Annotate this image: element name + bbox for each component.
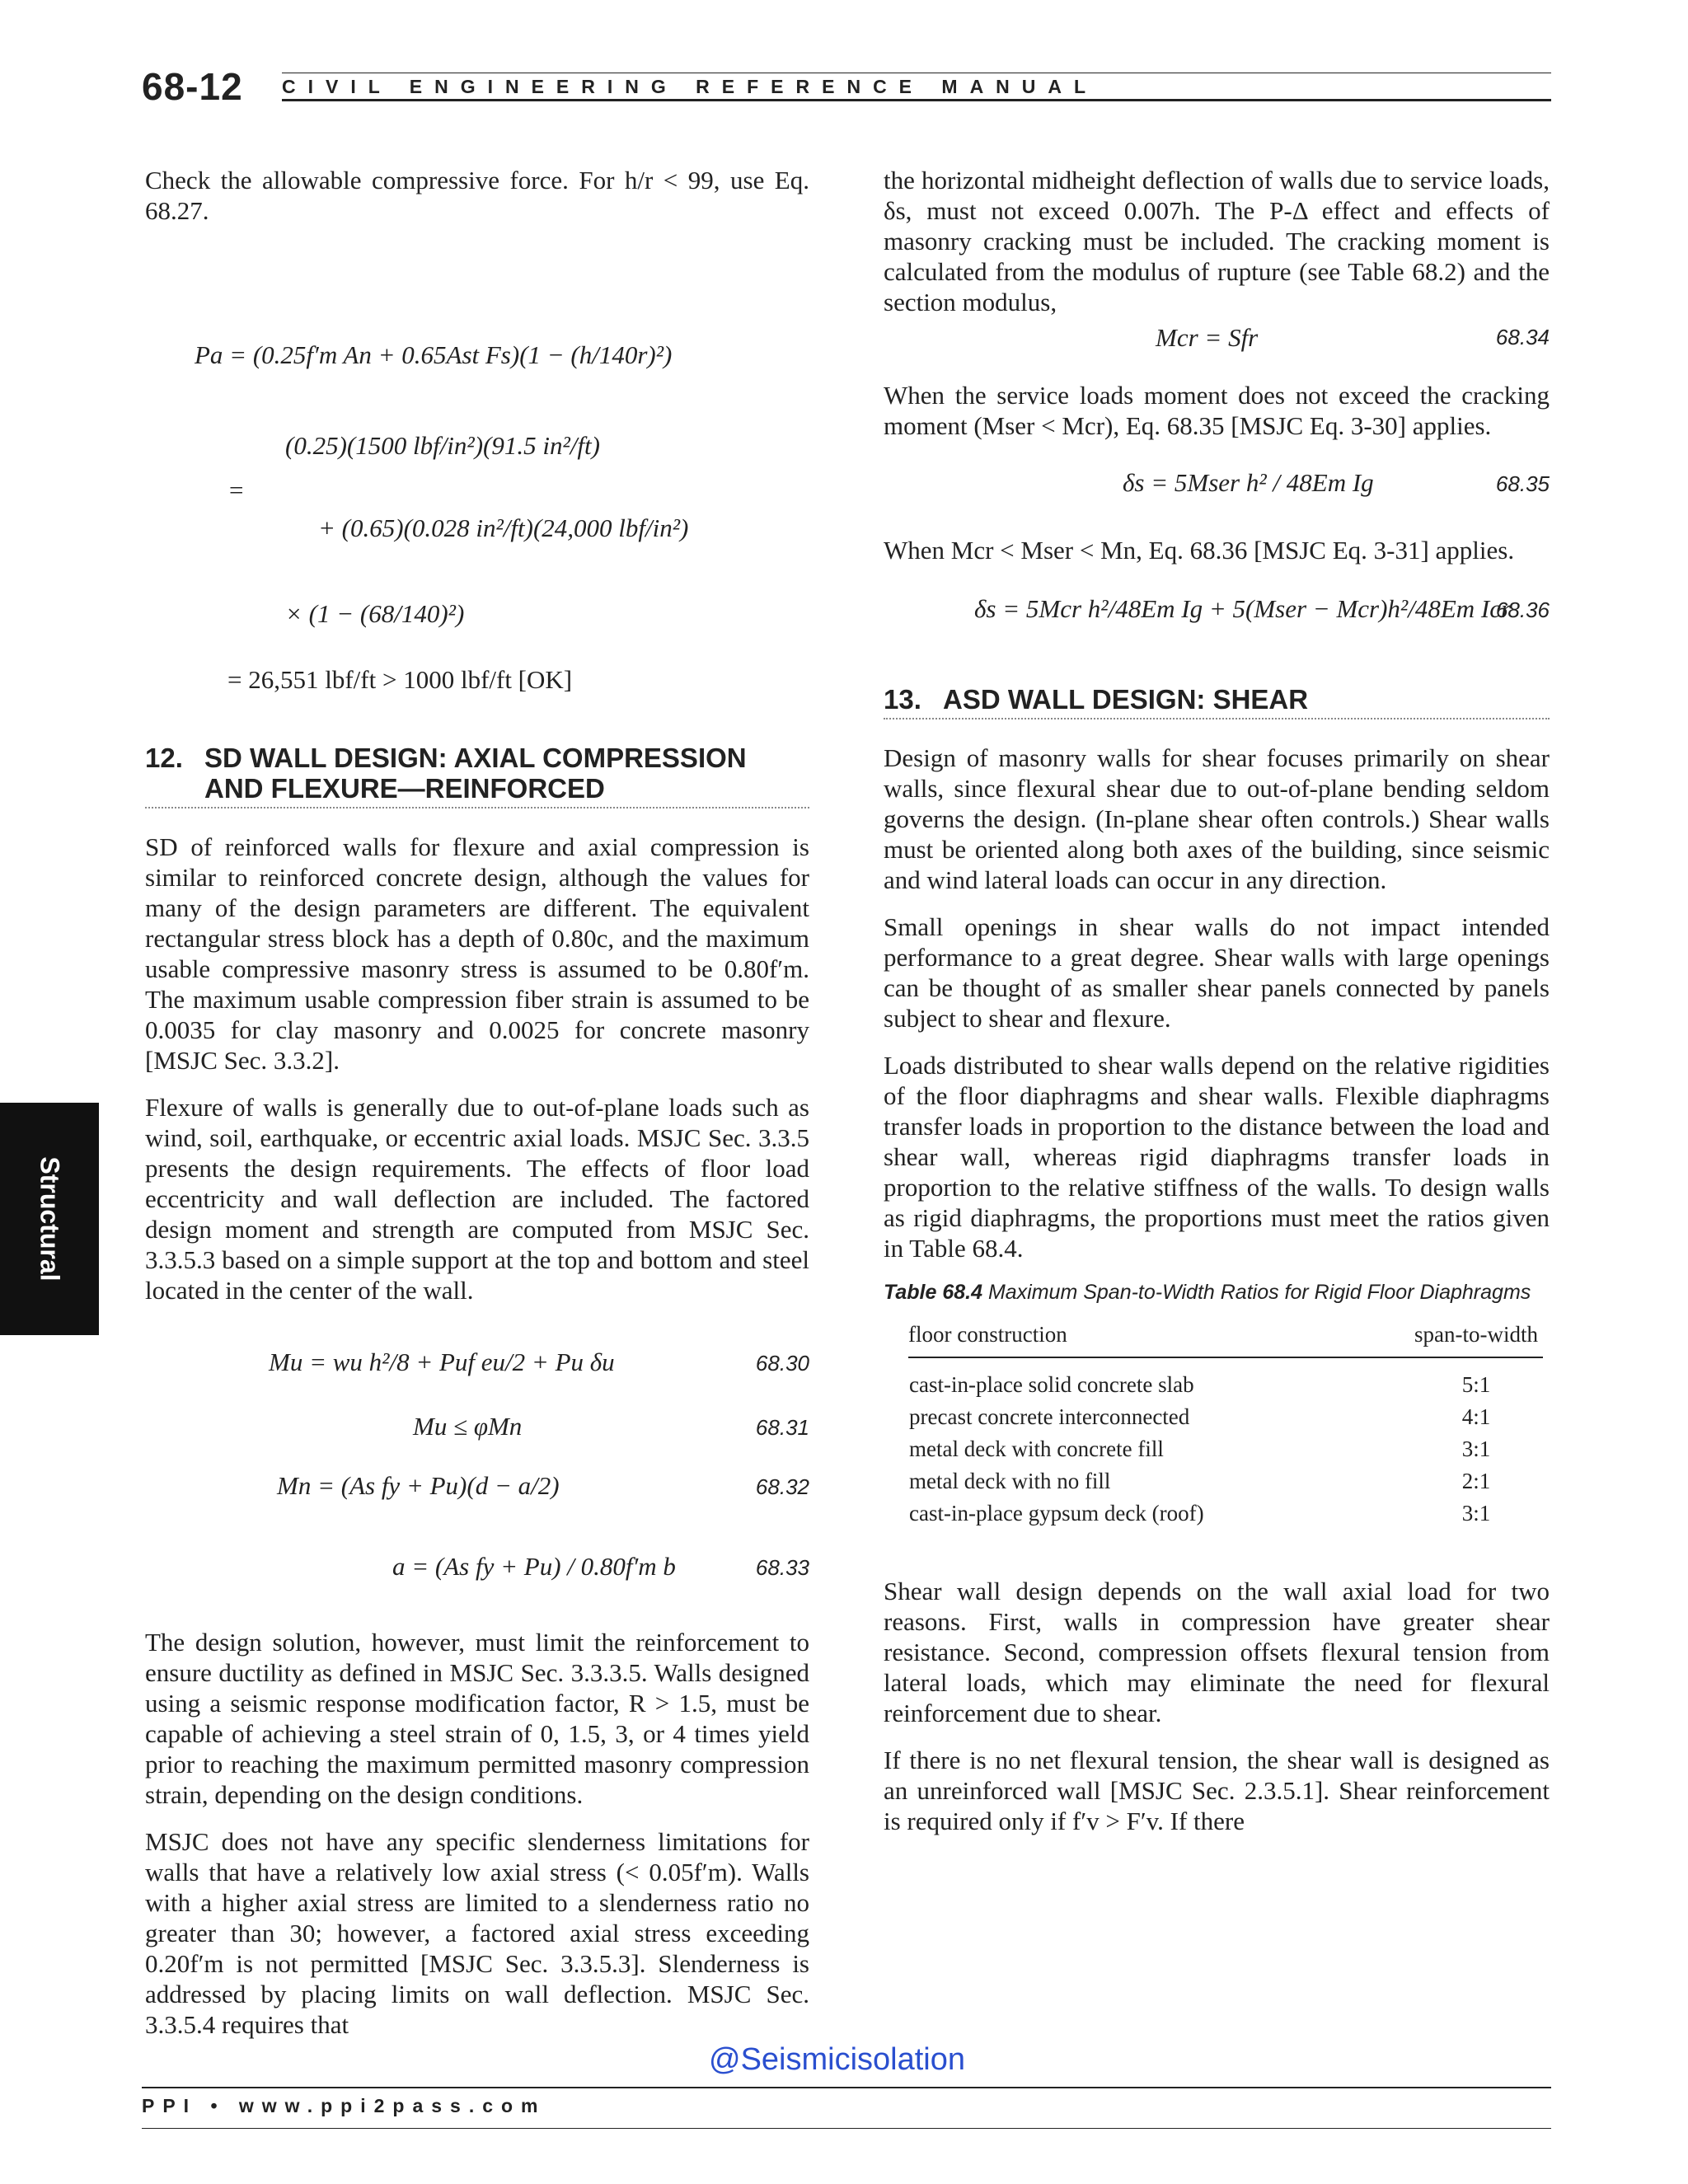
pa-equation-line2b: + (0.65)(0.028 in²/ft)(24,000 lbf/in²) [318, 513, 689, 542]
paragraph: Shear wall design depends on the wall axial load for two reasons. First, walls in compression have greater shear resistance. Second, compression offsets flexural tension from lateral loads, which may eliminate the need for flexural reinforcement due to shear. [884, 1577, 1550, 1727]
equation-68-35-row [884, 457, 1550, 515]
equation-68-33: a = (As fy + Pu) / 0.80f′m b [392, 1552, 676, 1581]
table-cell: metal deck with concrete fill [909, 1436, 1164, 1461]
equation-68-34: Mcr = Sfr [1156, 323, 1259, 352]
pa-equation-result: = 26,551 lbf/ft > 1000 lbf/ft [OK] [227, 665, 573, 694]
equation-68-32: Mn = (As fy + Pu)(d − a/2) [277, 1471, 560, 1500]
table-cell: 3:1 [1461, 1436, 1491, 1461]
equation-68-35: δs = 5Mser h² / 48Em Ig [1123, 468, 1374, 497]
equations-30-33 [145, 1338, 809, 1602]
pa-equation-line1: Pa = (0.25f′m An + 0.65Ast Fs)(1 − (h/140r)²) [195, 340, 673, 369]
table-row [908, 1497, 1543, 1530]
pa-equation-line2a: (0.25)(1500 lbf/in²)(91.5 in²/ft) [285, 431, 600, 460]
equation-68-36: δs = 5Mcr h²/48Em Ig + 5(Mser − Mcr)h²/48Em Icr [974, 594, 1512, 623]
table-cell: 5:1 [1461, 1372, 1491, 1397]
paragraph: Design of masonry walls for shear focuses primarily on shear walls, since flexural shear due to out-of-plane bending seldom governs the design. (In-plane shear often controls.) Shear walls must be oriented along both axes of the building, since seismic and wind lateral loads can occur in any direction. [884, 743, 1550, 894]
table-row [908, 1401, 1543, 1433]
paragraph: When Mcr < Mser < Mn, Eq. 68.36 [MSJC Eq. 3-31] applies. [884, 536, 1515, 565]
watermark: @Seismicisolation [709, 2042, 966, 2077]
column-header: floor construction [908, 1319, 1409, 1357]
table-cell: 2:1 [1461, 1469, 1491, 1493]
equation-number: 68.34 [1495, 325, 1550, 349]
footer-rule [142, 2087, 1551, 2088]
table-cell: precast concrete interconnected [909, 1404, 1190, 1429]
table-row [908, 1357, 1543, 1401]
page-number: 68-12 [142, 65, 243, 108]
side-tab-label: Structural [35, 1156, 65, 1282]
page-header [142, 64, 1551, 108]
table-cell: 3:1 [1461, 1501, 1491, 1526]
paragraph: If there is no net flexural tension, the shear wall is designed as an unreinforced wall [MSJC Sec. 2.3.5.1]. Shear reinforcement is required only if f′v > F′v. If there [884, 1746, 1550, 1835]
table-cell: cast-in-place gypsum deck (roof) [909, 1501, 1204, 1526]
paragraph: MSJC does not have any specific slenderness limitations for walls that have a relatively low axial stress (< 0.05f′m). Walls with a higher axial stress are limited to a slenderness ratio no greater than 30; however, a factored axial stress exceeding 0.20f′m is not permitted [MSJC Sec. 3.3.5.3]. Slenderness is addressed by placing limits on wall deflection. MSJC Sec. 3.3.5.4 requires that [145, 1827, 809, 2039]
paragraph: Flexure of walls is generally due to out-of-plane loads such as wind, soil, earthquake, or eccentric axial loads. MSJC Sec. 3.3.5 presents the design requirements. The effects of floor load eccentricity and wall deflection are included. The factored design moment and strength are computed from MSJC Sec. 3.3.5.3 based on a simple support at the top and bottom and steel located in the center of the wall. [145, 1093, 809, 1305]
table-caption [884, 1280, 1550, 1305]
section-12-number: 12. [145, 743, 183, 773]
equation-number: 68.32 [755, 1474, 809, 1499]
section-13-title: ASD WALL DESIGN: SHEAR [943, 684, 1309, 715]
table-row [908, 1465, 1543, 1497]
paragraph: Small openings in shear walls do not impact intended performance to a great degree. Shear walls with large openings can be thought of as smaller shear panels connected by panels subject to shear and flexure. [884, 912, 1550, 1033]
equation-number: 68.33 [755, 1555, 809, 1580]
right-column [884, 165, 1550, 1853]
paragraph: When the service loads moment does not exceed the cracking moment (Mser < Mcr), Eq. 68.35 [MSJC Eq. 3-30] applies. [884, 381, 1550, 440]
section-12-heading [145, 743, 809, 808]
section-12-title: SD WALL DESIGN: AXIAL COMPRESSION AND FLEXURE—REINFORCED [204, 743, 747, 804]
pa-equation-equals: = [227, 476, 245, 504]
running-head: CIVIL ENGINEERING REFERENCE MANUAL [282, 76, 1099, 97]
paragraph: The design solution, however, must limit the reinforcement to ensure ductility as defined in MSJC Sec. 3.3.3.5. Walls designed using a seismic response modification factor, R > 1.5, must be capable of achieving a steel strain of 0, 1.5, 3, or 4 times yield prior to reaching the maximum permitted masonry compression strain, depending on the design conditions. [145, 1628, 809, 1809]
equation-number: 68.35 [1495, 471, 1550, 496]
span-ratio-table [908, 1319, 1543, 1530]
table-cell: metal deck with no fill [909, 1469, 1111, 1493]
equation-68-34-row [884, 322, 1550, 360]
left-column [145, 165, 809, 2056]
header-rule [282, 99, 1551, 101]
paragraph: SD of reinforced walls for flexure and axial compression is similar to reinforced concrete design, although the values for many of the design parameters are different. The equivalent rectangular stress block has a depth of 0.80c, and the maximum usable compressive masonry stress is assumed to be 0.80f′m. The maximum usable compression fiber strain is assumed to be 0.0035 for clay masonry and 0.0025 for concrete masonry [MSJC Sec. 3.3.2]. [145, 832, 809, 1075]
side-tab [0, 1103, 99, 1335]
section-13-heading [884, 684, 1550, 719]
equation-number: 68.31 [755, 1415, 809, 1440]
equation-68-36-row [884, 582, 1550, 643]
table-title: Maximum Span-to-Width Ratios for Rigid Floor Diaphragms [987, 1281, 1531, 1304]
table-cell: 4:1 [1461, 1404, 1491, 1429]
pa-equation-line3: × (1 − (68/140)²) [285, 599, 465, 628]
equation-68-31: Mu ≤ φMn [413, 1412, 523, 1441]
equation-number: 68.36 [1495, 598, 1550, 622]
section-13-number: 13. [884, 684, 921, 715]
table-cell: cast-in-place solid concrete slab [909, 1372, 1194, 1397]
paragraph: the horizontal midheight deflection of walls due to service loads, δs, must not exceed 0.007h. The P-Δ effect and effects of masonry cracking must be included. The cracking moment is calculated from the modulus of rupture (see Table 68.2) and the section modulus, [884, 166, 1550, 316]
pa-equation-block [145, 242, 809, 694]
footer-rule-bottom [142, 2128, 1551, 2129]
paragraph: Loads distributed to shear walls depend on the relative rigidities of the floor diaphragms and shear walls. Flexible diaphragms transfer loads in proportion to the distance between the load and shear wall, whereas rigid diaphragms transfer loads in proportion to the relative stiffness of the walls. To design walls as rigid diaphragms, the proportions must meet the ratios given in Table 68.4. [884, 1051, 1550, 1263]
table-number: Table 68.4 [884, 1281, 982, 1304]
table-header-row [908, 1319, 1543, 1357]
table-row [908, 1433, 1543, 1465]
equation-68-30: Mu = wu h²/8 + Puf eu/2 + Pu δu [269, 1347, 615, 1376]
column-header: span-to-width [1409, 1319, 1543, 1357]
footer-text: PPI • www.ppi2pass.com [142, 2095, 546, 2116]
equation-number: 68.30 [755, 1351, 809, 1376]
intro-paragraph: Check the allowable compressive force. For h/r < 99, use Eq. 68.27. [145, 166, 809, 225]
